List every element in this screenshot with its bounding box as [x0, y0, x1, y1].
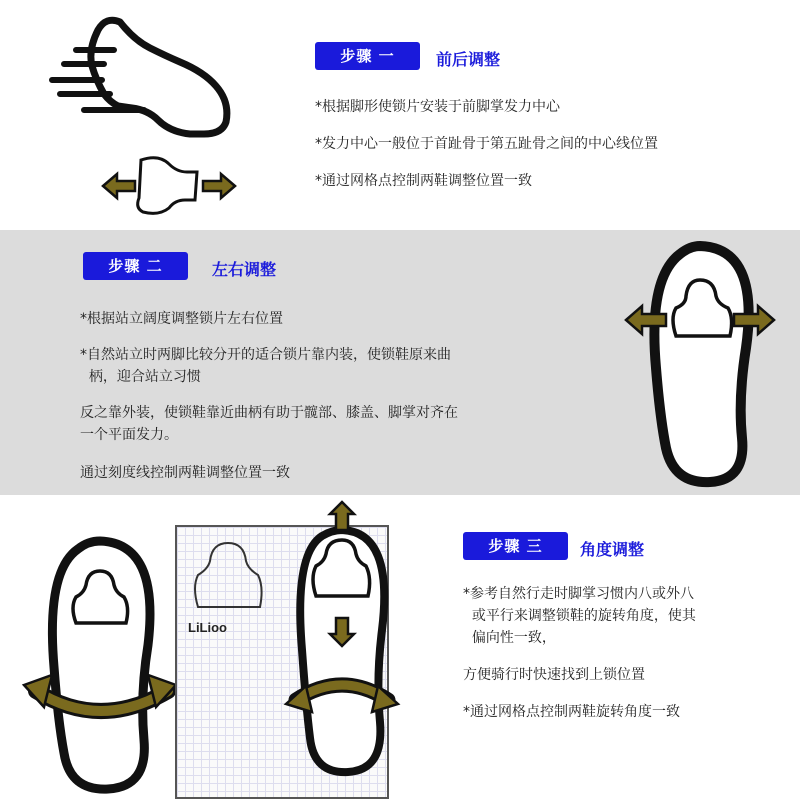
alignment-tool-logo: LiLioo — [188, 620, 227, 635]
step-two-line-5: 一个平面发力。 — [80, 427, 178, 443]
cleat-outline-on-tool — [188, 535, 268, 625]
shoe-sole-on-tool-icon — [282, 500, 402, 790]
step-two-line-6: 通过刻度线控制两鞋调整位置一致 — [80, 465, 290, 481]
step-two-section — [0, 230, 800, 495]
step-two-badge: 步骤 二 — [83, 252, 188, 280]
shoe-sole-rotation-icon — [20, 535, 180, 800]
step-two-line-2: *自然站立时两脚比较分开的适合锁片靠内装，使锁鞋原来曲 — [80, 347, 451, 363]
step-one-line-2: *发力中心一般位于首趾骨于第五趾骨之间的中心线位置 — [315, 136, 658, 152]
step-three-line-4: 方便骑行时快速找到上锁位置 — [463, 667, 645, 683]
step-three-line-2: 或平行来调整锁鞋的旋转角度，使其 — [463, 608, 696, 624]
step-one-section — [0, 0, 800, 230]
step-two-line-4: 反之靠外装，使锁鞋靠近曲柄有助于髋部、膝盖、脚掌对齐在 — [80, 405, 458, 421]
step-one-title: 前后调整 — [436, 50, 501, 69]
step-one-line-3: *通过网格点控制两鞋调整位置一致 — [315, 173, 532, 189]
step-three-badge: 步骤 三 — [463, 532, 568, 560]
step-one-badge: 步骤 一 — [315, 42, 420, 70]
step-three-line-5: *通过网格点控制两鞋旋转角度一致 — [463, 704, 680, 720]
step-three-title: 角度调整 — [580, 540, 645, 559]
step-two-title: 左右调整 — [212, 260, 277, 279]
running-shoe-icon — [40, 10, 240, 140]
step-three-line-3: 偏向性一致， — [463, 630, 556, 646]
step-one-line-1: *根据脚形使锁片安装于前脚掌发力中心 — [315, 99, 560, 115]
cleat-front-back-arrows-icon — [95, 150, 245, 220]
step-two-line-1: *根据站立阔度调整锁片左右位置 — [80, 311, 283, 327]
shoe-sole-left-right-icon — [620, 238, 780, 488]
step-three-section — [0, 495, 800, 800]
step-two-line-3: 柄，迎合站立习惯 — [80, 369, 201, 385]
step-three-line-1: *参考自然行走时脚掌习惯内八或外八 — [463, 586, 694, 602]
